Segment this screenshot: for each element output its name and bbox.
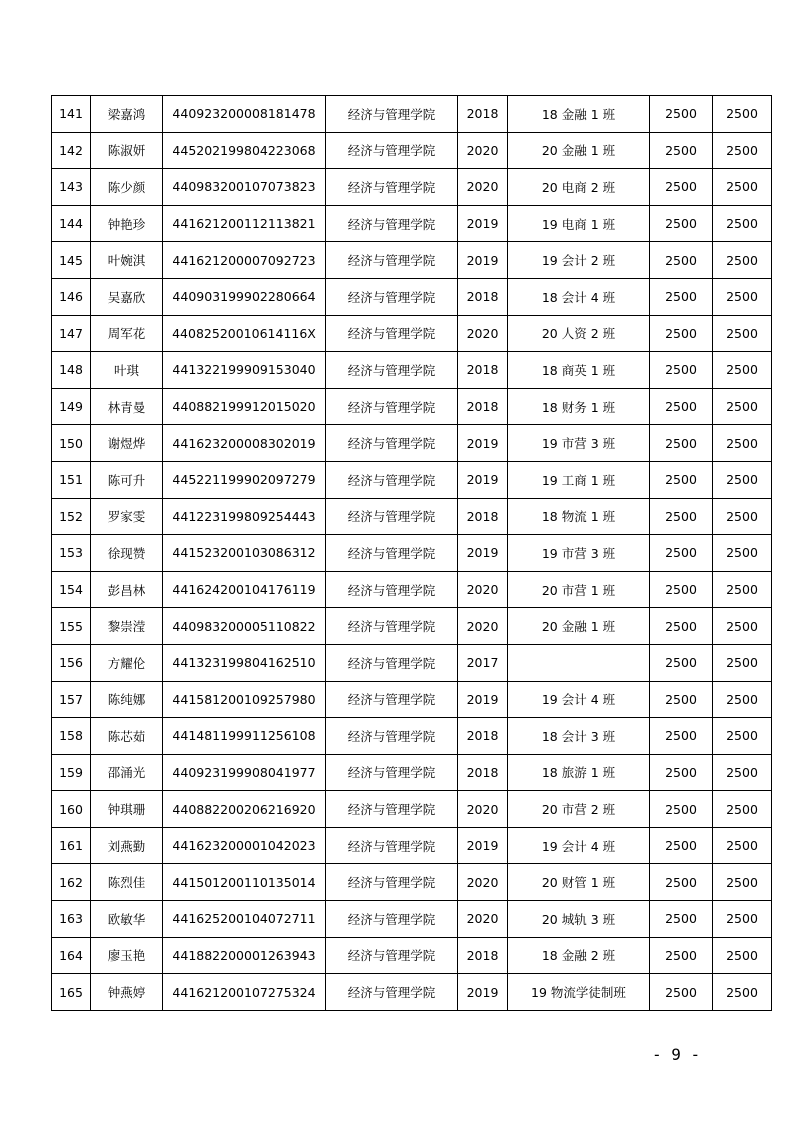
amount-cell: 2500 (713, 937, 772, 974)
row-number-cell: 144 (52, 205, 91, 242)
student-name-cell: 徐现赞 (91, 535, 163, 572)
row-number-cell: 155 (52, 608, 91, 645)
id-number-cell: 441882200001263943 (163, 937, 326, 974)
amount-cell: 2500 (650, 498, 713, 535)
class-name-cell: 19 会计 2 班 (508, 242, 650, 279)
student-name-cell: 欧敏华 (91, 901, 163, 938)
college-cell: 经济与管理学院 (326, 96, 458, 133)
enrollment-year-cell: 2020 (458, 901, 508, 938)
enrollment-year-cell: 2018 (458, 718, 508, 755)
id-number-cell: 440882200206216920 (163, 791, 326, 828)
student-name-cell: 陈芯茹 (91, 718, 163, 755)
student-name-cell: 罗家雯 (91, 498, 163, 535)
id-number-cell: 440923199908041977 (163, 754, 326, 791)
enrollment-year-cell: 2019 (458, 535, 508, 572)
table-row (52, 535, 772, 572)
amount-cell: 2500 (713, 535, 772, 572)
college-cell: 经济与管理学院 (326, 205, 458, 242)
id-number-cell: 445221199902097279 (163, 461, 326, 498)
row-number-cell: 151 (52, 461, 91, 498)
id-number-cell: 441322199909153040 (163, 352, 326, 389)
id-number-cell: 440882199912015020 (163, 388, 326, 425)
amount-cell: 2500 (650, 132, 713, 169)
table-row (52, 754, 772, 791)
amount-cell: 2500 (650, 461, 713, 498)
enrollment-year-cell: 2020 (458, 608, 508, 645)
student-name-cell: 钟琪珊 (91, 791, 163, 828)
college-cell: 经济与管理学院 (326, 242, 458, 279)
id-number-cell: 441621200007092723 (163, 242, 326, 279)
row-number-cell: 157 (52, 681, 91, 718)
student-name-cell: 梁嘉鸿 (91, 96, 163, 133)
table-row (52, 96, 772, 133)
id-number-cell: 441523200103086312 (163, 535, 326, 572)
class-name-cell: 20 市营 1 班 (508, 571, 650, 608)
row-number-cell: 147 (52, 315, 91, 352)
student-name-cell: 陈纯娜 (91, 681, 163, 718)
row-number-cell: 158 (52, 718, 91, 755)
college-cell: 经济与管理学院 (326, 754, 458, 791)
student-name-cell: 谢煜烨 (91, 425, 163, 462)
class-name-cell: 20 人资 2 班 (508, 315, 650, 352)
class-name-cell: 19 电商 1 班 (508, 205, 650, 242)
amount-cell: 2500 (713, 352, 772, 389)
amount-cell: 2500 (650, 864, 713, 901)
college-cell: 经济与管理学院 (326, 169, 458, 206)
table-row (52, 901, 772, 938)
id-number-cell: 44082520010614116X (163, 315, 326, 352)
college-cell: 经济与管理学院 (326, 864, 458, 901)
amount-cell: 2500 (650, 205, 713, 242)
college-cell: 经济与管理学院 (326, 278, 458, 315)
id-number-cell: 445202199804223068 (163, 132, 326, 169)
class-name-cell: 19 市营 3 班 (508, 425, 650, 462)
student-name-cell: 邵涌光 (91, 754, 163, 791)
row-number-cell: 152 (52, 498, 91, 535)
class-name-cell: 20 财管 1 班 (508, 864, 650, 901)
id-number-cell: 441625200104072711 (163, 901, 326, 938)
amount-cell: 2500 (650, 608, 713, 645)
student-name-cell: 周军花 (91, 315, 163, 352)
enrollment-year-cell: 2019 (458, 974, 508, 1011)
college-cell: 经济与管理学院 (326, 461, 458, 498)
table-row (52, 352, 772, 389)
amount-cell: 2500 (713, 461, 772, 498)
amount-cell: 2500 (713, 498, 772, 535)
amount-cell: 2500 (713, 278, 772, 315)
student-name-cell: 吴嘉欣 (91, 278, 163, 315)
amount-cell: 2500 (713, 681, 772, 718)
amount-cell: 2500 (650, 754, 713, 791)
id-number-cell: 441624200104176119 (163, 571, 326, 608)
amount-cell: 2500 (650, 644, 713, 681)
enrollment-year-cell: 2020 (458, 571, 508, 608)
enrollment-year-cell: 2019 (458, 205, 508, 242)
college-cell: 经济与管理学院 (326, 608, 458, 645)
table-row (52, 644, 772, 681)
student-name-cell: 钟燕婷 (91, 974, 163, 1011)
id-number-cell: 440983200005110822 (163, 608, 326, 645)
college-cell: 经济与管理学院 (326, 535, 458, 572)
row-number-cell: 149 (52, 388, 91, 425)
student-name-cell: 陈少颜 (91, 169, 163, 206)
class-name-cell: 18 物流 1 班 (508, 498, 650, 535)
amount-cell: 2500 (650, 718, 713, 755)
college-cell: 经济与管理学院 (326, 937, 458, 974)
table-row (52, 974, 772, 1011)
id-number-cell: 440923200008181478 (163, 96, 326, 133)
class-name-cell: 19 市营 3 班 (508, 535, 650, 572)
table-row (52, 278, 772, 315)
table-row (52, 242, 772, 279)
class-name-cell: 18 商英 1 班 (508, 352, 650, 389)
college-cell: 经济与管理学院 (326, 718, 458, 755)
class-name-cell: 18 金融 1 班 (508, 96, 650, 133)
amount-cell: 2500 (650, 278, 713, 315)
college-cell: 经济与管理学院 (326, 901, 458, 938)
class-name-cell: 18 金融 2 班 (508, 937, 650, 974)
college-cell: 经济与管理学院 (326, 498, 458, 535)
college-cell: 经济与管理学院 (326, 827, 458, 864)
college-cell: 经济与管理学院 (326, 425, 458, 462)
enrollment-year-cell: 2018 (458, 754, 508, 791)
amount-cell: 2500 (650, 681, 713, 718)
id-number-cell: 441623200008302019 (163, 425, 326, 462)
enrollment-year-cell: 2019 (458, 461, 508, 498)
student-name-cell: 黎崇滢 (91, 608, 163, 645)
enrollment-year-cell: 2020 (458, 864, 508, 901)
college-cell: 经济与管理学院 (326, 352, 458, 389)
amount-cell: 2500 (713, 608, 772, 645)
row-number-cell: 162 (52, 864, 91, 901)
class-name-cell: 18 会计 4 班 (508, 278, 650, 315)
student-name-cell: 方耀伦 (91, 644, 163, 681)
amount-cell: 2500 (650, 535, 713, 572)
enrollment-year-cell: 2018 (458, 388, 508, 425)
row-number-cell: 160 (52, 791, 91, 828)
row-number-cell: 163 (52, 901, 91, 938)
student-name-cell: 叶婉淇 (91, 242, 163, 279)
student-name-cell: 钟艳珍 (91, 205, 163, 242)
amount-cell: 2500 (713, 827, 772, 864)
amount-cell: 2500 (650, 974, 713, 1011)
class-name-cell: 19 物流学徒制班 (508, 974, 650, 1011)
table-row (52, 937, 772, 974)
amount-cell: 2500 (650, 571, 713, 608)
enrollment-year-cell: 2020 (458, 315, 508, 352)
table-row (52, 461, 772, 498)
class-name-cell: 19 会计 4 班 (508, 827, 650, 864)
row-number-cell: 153 (52, 535, 91, 572)
student-name-cell: 彭昌林 (91, 571, 163, 608)
amount-cell: 2500 (713, 571, 772, 608)
row-number-cell: 161 (52, 827, 91, 864)
amount-cell: 2500 (650, 901, 713, 938)
college-cell: 经济与管理学院 (326, 571, 458, 608)
enrollment-year-cell: 2018 (458, 96, 508, 133)
amount-cell: 2500 (650, 169, 713, 206)
table-row (52, 571, 772, 608)
page-number-text: - 9 - (652, 1045, 701, 1064)
row-number-cell: 150 (52, 425, 91, 462)
id-number-cell: 441481199911256108 (163, 718, 326, 755)
class-name-cell: 18 会计 3 班 (508, 718, 650, 755)
class-name-cell: 20 电商 2 班 (508, 169, 650, 206)
amount-cell: 2500 (713, 388, 772, 425)
enrollment-year-cell: 2018 (458, 498, 508, 535)
student-name-cell: 林青曼 (91, 388, 163, 425)
table-row (52, 132, 772, 169)
table-row (52, 388, 772, 425)
id-number-cell: 441323199804162510 (163, 644, 326, 681)
row-number-cell: 159 (52, 754, 91, 791)
amount-cell: 2500 (713, 754, 772, 791)
row-number-cell: 142 (52, 132, 91, 169)
enrollment-year-cell: 2018 (458, 352, 508, 389)
class-name-cell: 18 财务 1 班 (508, 388, 650, 425)
row-number-cell: 156 (52, 644, 91, 681)
table-row (52, 425, 772, 462)
amount-cell: 2500 (650, 827, 713, 864)
college-cell: 经济与管理学院 (326, 974, 458, 1011)
table-row (52, 718, 772, 755)
id-number-cell: 441621200107275324 (163, 974, 326, 1011)
amount-cell: 2500 (713, 864, 772, 901)
table-row (52, 498, 772, 535)
amount-cell: 2500 (650, 352, 713, 389)
class-name-cell: 19 工商 1 班 (508, 461, 650, 498)
amount-cell: 2500 (650, 242, 713, 279)
college-cell: 经济与管理学院 (326, 681, 458, 718)
row-number-cell: 146 (52, 278, 91, 315)
enrollment-year-cell: 2019 (458, 827, 508, 864)
amount-cell: 2500 (713, 169, 772, 206)
table-body (52, 96, 772, 1011)
enrollment-year-cell: 2020 (458, 169, 508, 206)
enrollment-year-cell: 2019 (458, 681, 508, 718)
table-row (52, 608, 772, 645)
college-cell: 经济与管理学院 (326, 644, 458, 681)
table-row (52, 205, 772, 242)
table-row (52, 827, 772, 864)
amount-cell: 2500 (650, 425, 713, 462)
enrollment-year-cell: 2017 (458, 644, 508, 681)
college-cell: 经济与管理学院 (326, 315, 458, 352)
row-number-cell: 164 (52, 937, 91, 974)
class-name-cell: 20 金融 1 班 (508, 132, 650, 169)
class-name-cell: 19 会计 4 班 (508, 681, 650, 718)
row-number-cell: 165 (52, 974, 91, 1011)
enrollment-year-cell: 2020 (458, 791, 508, 828)
college-cell: 经济与管理学院 (326, 132, 458, 169)
class-name-cell (508, 644, 650, 681)
amount-cell: 2500 (713, 315, 772, 352)
enrollment-year-cell: 2019 (458, 242, 508, 279)
amount-cell: 2500 (650, 388, 713, 425)
table-row (52, 315, 772, 352)
amount-cell: 2500 (650, 96, 713, 133)
student-name-cell: 陈淑妍 (91, 132, 163, 169)
amount-cell: 2500 (713, 644, 772, 681)
table-row (52, 864, 772, 901)
amount-cell: 2500 (650, 937, 713, 974)
class-name-cell: 20 金融 1 班 (508, 608, 650, 645)
student-table (51, 95, 772, 1011)
id-number-cell: 440983200107073823 (163, 169, 326, 206)
id-number-cell: 440903199902280664 (163, 278, 326, 315)
row-number-cell: 143 (52, 169, 91, 206)
row-number-cell: 154 (52, 571, 91, 608)
student-name-cell: 陈烈佳 (91, 864, 163, 901)
row-number-cell: 141 (52, 96, 91, 133)
student-name-cell: 陈可升 (91, 461, 163, 498)
student-name-cell: 廖玉艳 (91, 937, 163, 974)
row-number-cell: 145 (52, 242, 91, 279)
id-number-cell: 441581200109257980 (163, 681, 326, 718)
enrollment-year-cell: 2019 (458, 425, 508, 462)
amount-cell: 2500 (650, 791, 713, 828)
class-name-cell: 20 市营 2 班 (508, 791, 650, 828)
enrollment-year-cell: 2018 (458, 937, 508, 974)
student-name-cell: 刘燕勤 (91, 827, 163, 864)
amount-cell: 2500 (713, 96, 772, 133)
enrollment-year-cell: 2018 (458, 278, 508, 315)
amount-cell: 2500 (713, 205, 772, 242)
college-cell: 经济与管理学院 (326, 388, 458, 425)
id-number-cell: 441501200110135014 (163, 864, 326, 901)
table-row (52, 169, 772, 206)
amount-cell: 2500 (713, 718, 772, 755)
college-cell: 经济与管理学院 (326, 791, 458, 828)
amount-cell: 2500 (713, 791, 772, 828)
enrollment-year-cell: 2020 (458, 132, 508, 169)
table-row (52, 791, 772, 828)
amount-cell: 2500 (713, 242, 772, 279)
table-row (52, 681, 772, 718)
class-name-cell: 18 旅游 1 班 (508, 754, 650, 791)
id-number-cell: 441623200001042023 (163, 827, 326, 864)
id-number-cell: 441621200112113821 (163, 205, 326, 242)
student-name-cell: 叶琪 (91, 352, 163, 389)
class-name-cell: 20 城轨 3 班 (508, 901, 650, 938)
amount-cell: 2500 (713, 974, 772, 1011)
amount-cell: 2500 (713, 901, 772, 938)
row-number-cell: 148 (52, 352, 91, 389)
amount-cell: 2500 (650, 315, 713, 352)
amount-cell: 2500 (713, 132, 772, 169)
id-number-cell: 441223199809254443 (163, 498, 326, 535)
amount-cell: 2500 (713, 425, 772, 462)
